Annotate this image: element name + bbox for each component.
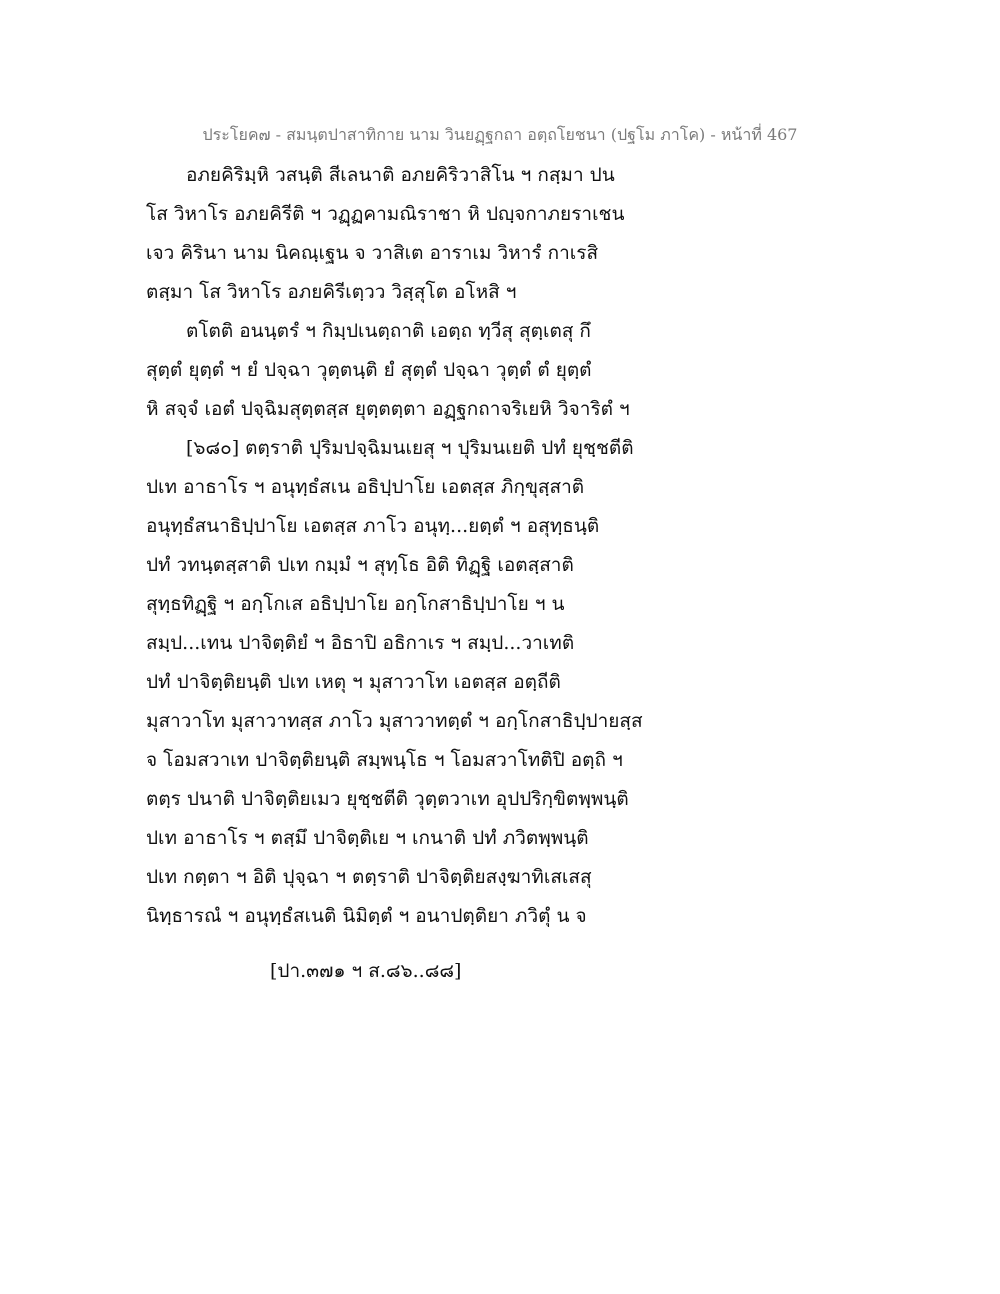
paragraph-line: ตตฺร ปนาติ ปาจิตฺติยเมว ยุชฺชตีติ วุตฺตวาเท อุปปริกฺขิตพฺพนฺติ	[146, 788, 629, 810]
paragraph-line: ปทํ วทนฺตสฺสาติ ปเท กมฺมํ ฯ สุทฺโธ อิติ ทิฏฺฐิ เอตสฺสาติ	[146, 554, 574, 576]
paragraph-line: อภยคิริมฺหิ วสนฺติ สีเลนาติ อภยคิริวาสิโน ฯ กสฺมา ปน	[186, 164, 615, 186]
paragraph-line: สมฺป...เทน ปาจิตฺติยํ ฯ อิธาปิ อธิกาเร ฯ สมฺป...วาเทติ	[146, 632, 575, 654]
page-reference-footnote: [ปา.๓๗๑ ฯ ส.๘๖..๘๘]	[270, 960, 462, 982]
paragraph-line: โส วิหาโร อภยคิรีติ ฯ วฏฺฏคามณิราชา หิ ปญฺจกาภยราเชน	[146, 203, 625, 225]
paragraph-line: ตสฺมา โส วิหาโร อภยคิรีเตฺวว วิสฺสุโต อโหสิ ฯ	[146, 281, 517, 303]
body-text	[146, 156, 706, 936]
paragraph-line: ปทํ ปาจิตฺติยนฺติ ปเท เหตุ ฯ มุสาวาโท เอตสฺส อตฺถีติ	[146, 671, 561, 693]
paragraph-line: ปเท อาธาโร ฯ ตสฺมึ ปาจิตฺติเย ฯ เกนาติ ปทํ ภวิตพฺพนฺติ	[146, 827, 589, 849]
paragraph-line: มุสาวาโท มุสาวาทสฺส ภาโว มุสาวาทตฺตํ ฯ อกฺโกสาธิปฺปายสฺส	[146, 710, 643, 732]
paragraph-line: ปเท อาธาโร ฯ อนุทฺธํสเน อธิปฺปาโย เอตสฺส ภิกฺขุสฺสาติ	[146, 476, 585, 498]
paragraph-line: เจว คิรินา นาม นิคณฺเฐน จ วาสิเต อาราเม วิหารํ กาเรสิ	[146, 242, 599, 264]
paragraph-line: สุตฺตํ ยุตฺตํ ฯ ยํ ปจฺฉา วุตฺตนฺติ ยํ สุตฺตํ ปจฺฉา วุตฺตํ ตํ ยุตฺตํ	[146, 359, 592, 381]
paragraph-line: นิทฺธารณํ ฯ อนุทฺธํสเนติ นิมิตฺตํ ฯ อนาปตฺติยา ภวิตุํ น จ	[146, 905, 587, 927]
paragraph-line: ตโตติ อนนฺตรํ ฯ กิมฺปเนตฺถาติ เอตฺถ ทฺวีสุ สุตฺเตสุ กึ	[186, 320, 591, 342]
paragraph-line: อนุทฺธํสนาธิปฺปาโย เอตสฺส ภาโว อนุทฺ...ยตฺตํ ฯ อสุทฺธนฺติ	[146, 515, 600, 537]
paragraph-line: สุทฺธทิฏฺฐิ ฯ อกฺโกเส อธิปฺปาโย อกฺโกสาธิปฺปาโย ฯ น	[146, 593, 565, 615]
paragraph-line: [๖๘๐] ตตฺราติ ปุริมปจฺฉิมนเยสุ ฯ ปุริมนเยติ ปทํ ยุชฺชตีติ	[186, 437, 634, 459]
running-header: ประโยค๗ - สมนฺตปาสาทิกาย นาม วินยฏฺฐกถา อตฺถโยชนา (ปฐโม ภาโค) - หน้าที่ 467	[202, 125, 798, 144]
paragraph-line: หิ สจฺจํ เอตํ ปจฺฉิมสุตฺตสฺส ยุตฺตตฺตา อฏฺฐกถาจริเยหิ วิจาริตํ ฯ	[146, 398, 630, 420]
paragraph-line: ปเท กตฺตา ฯ อิติ ปุจฺฉา ฯ ตตฺราติ ปาจิตฺติยสงฺฆาทิเสเสสุ	[146, 866, 592, 888]
paragraph-line: จ โอมสวาเท ปาจิตฺติยนฺติ สมฺพนฺโธ ฯ โอมสวาโทติปิ อตฺถิ ฯ	[146, 749, 623, 771]
